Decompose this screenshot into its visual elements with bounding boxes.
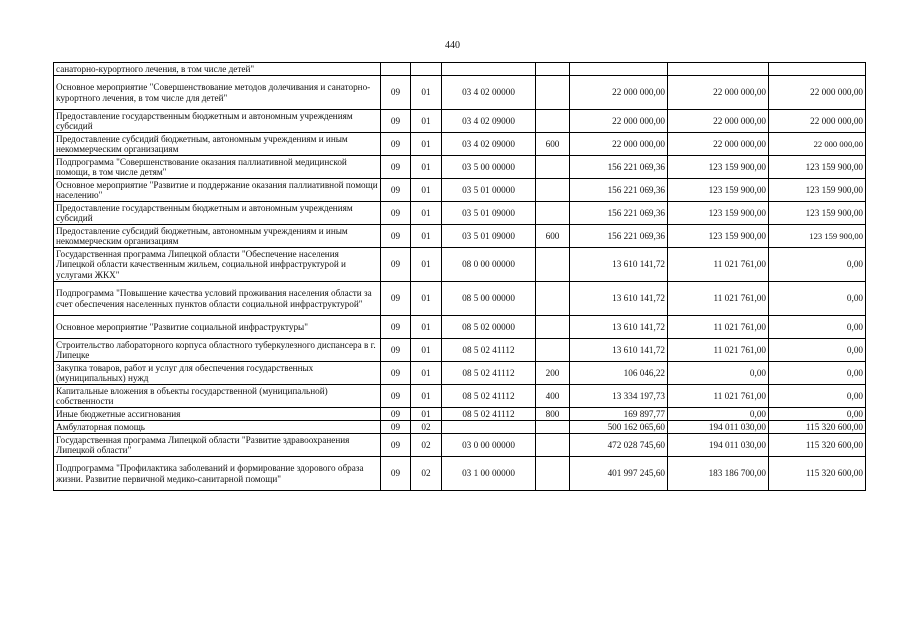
target-article-cell: 08 5 00 00000	[442, 282, 536, 316]
section-code-cell: 09	[381, 316, 411, 339]
section-code-cell: 09	[381, 225, 411, 248]
subsection-code-cell: 01	[411, 316, 442, 339]
subsection-code-cell: 01	[411, 179, 442, 202]
subsection-code-cell: 01	[411, 408, 442, 421]
row-name-cell: Предоставление государственным бюджетным и автономным учреждениям субсидий	[54, 110, 381, 133]
row-name-cell: Предоставление государственным бюджетным и автономным учреждениям субсидий	[54, 202, 381, 225]
row-name-cell: Предоставление субсидий бюджетным, автономным учреждениям и иным некоммерческим организациям	[54, 225, 381, 248]
amount-year2-cell: 11 021 761,00	[668, 248, 769, 282]
row-name-cell: Государственная программа Липецкой области "Обеспечение населения Липецкой области качественным жильем, социальной инфраструктурой и услугами ЖКХ"	[54, 248, 381, 282]
expense-type-cell	[536, 316, 570, 339]
budget-table	[53, 62, 866, 491]
amount-year2-cell: 123 159 900,00	[668, 225, 769, 248]
target-article-cell: 08 5 02 00000	[442, 316, 536, 339]
row-name-cell: Основное мероприятие "Развитие социальной инфраструктуры"	[54, 316, 381, 339]
expense-type-cell	[536, 282, 570, 316]
expense-type-cell: 600	[536, 225, 570, 248]
section-code-cell: 09	[381, 133, 411, 156]
expense-type-cell	[536, 457, 570, 491]
expense-type-cell	[536, 63, 570, 76]
table-row	[54, 156, 866, 179]
subsection-code-cell: 01	[411, 133, 442, 156]
table-row	[54, 63, 866, 76]
target-article-cell: 03 5 01 09000	[442, 225, 536, 248]
section-code-cell: 09	[381, 110, 411, 133]
table-row	[54, 316, 866, 339]
row-name-cell: санаторно-курортного лечения, в том числе детей"	[54, 63, 381, 76]
table-row	[54, 110, 866, 133]
subsection-code-cell: 01	[411, 248, 442, 282]
amount-year3-cell: 123 159 900,00	[769, 202, 866, 225]
amount-year1-cell: 13 610 141,72	[570, 282, 668, 316]
amount-year1-cell: 13 610 141,72	[570, 248, 668, 282]
amount-year1-cell: 22 000 000,00	[570, 110, 668, 133]
amount-year3-cell: 0,00	[769, 282, 866, 316]
target-article-cell: 08 0 00 00000	[442, 248, 536, 282]
subsection-code-cell: 02	[411, 421, 442, 434]
amount-year2-cell	[668, 63, 769, 76]
target-article-cell: 03 4 02 09000	[442, 133, 536, 156]
amount-year2-cell: 123 159 900,00	[668, 202, 769, 225]
row-name-cell: Подпрограмма "Повышение качества условий проживания населения области за счет обеспечения населенных пунктов области социальной инфраструктурой"	[54, 282, 381, 316]
amount-year3-cell: 115 320 600,00	[769, 434, 866, 457]
amount-year3-cell: 123 159 900,00	[769, 156, 866, 179]
amount-year2-cell: 22 000 000,00	[668, 110, 769, 133]
section-code-cell: 09	[381, 156, 411, 179]
table-row	[54, 362, 866, 385]
section-code-cell: 09	[381, 421, 411, 434]
amount-year2-cell: 183 186 700,00	[668, 457, 769, 491]
amount-year2-cell: 0,00	[668, 408, 769, 421]
target-article-cell: 03 0 00 00000	[442, 434, 536, 457]
amount-year2-cell: 22 000 000,00	[668, 76, 769, 110]
amount-year1-cell: 106 046,22	[570, 362, 668, 385]
target-article-cell: 08 5 02 41112	[442, 408, 536, 421]
amount-year3-cell: 22 000 000,00	[769, 133, 866, 156]
amount-year1-cell: 13 334 197,73	[570, 385, 668, 408]
page-number: 440	[445, 40, 460, 51]
amount-year2-cell: 123 159 900,00	[668, 156, 769, 179]
table-row	[54, 282, 866, 316]
target-article-cell: 03 5 01 00000	[442, 179, 536, 202]
amount-year3-cell	[769, 63, 866, 76]
amount-year3-cell: 22 000 000,00	[769, 76, 866, 110]
row-name-cell: Закупка товаров, работ и услуг для обеспечения государственных (муниципальных) нужд	[54, 362, 381, 385]
target-article-cell: 08 5 02 41112	[442, 339, 536, 362]
target-article-cell	[442, 421, 536, 434]
row-name-cell: Амбулаторная помощь	[54, 421, 381, 434]
amount-year1-cell: 22 000 000,00	[570, 76, 668, 110]
subsection-code-cell: 01	[411, 282, 442, 316]
amount-year2-cell: 194 011 030,00	[668, 434, 769, 457]
amount-year1-cell: 156 221 069,36	[570, 179, 668, 202]
amount-year3-cell: 0,00	[769, 248, 866, 282]
row-name-cell: Основное мероприятие "Развитие и поддержание оказания паллиативной помощи населению"	[54, 179, 381, 202]
expense-type-cell	[536, 421, 570, 434]
table-row	[54, 385, 866, 408]
subsection-code-cell: 02	[411, 434, 442, 457]
subsection-code-cell: 01	[411, 339, 442, 362]
row-name-cell: Строительство лабораторного корпуса областного туберкулезного диспансера в г. Липецке	[54, 339, 381, 362]
subsection-code-cell: 01	[411, 362, 442, 385]
expense-type-cell	[536, 339, 570, 362]
expense-type-cell	[536, 202, 570, 225]
amount-year2-cell: 11 021 761,00	[668, 282, 769, 316]
amount-year1-cell: 156 221 069,36	[570, 202, 668, 225]
subsection-code-cell: 02	[411, 457, 442, 491]
table-row	[54, 76, 866, 110]
target-article-cell: 03 5 00 00000	[442, 156, 536, 179]
amount-year3-cell: 0,00	[769, 408, 866, 421]
table-row	[54, 408, 866, 421]
expense-type-cell	[536, 248, 570, 282]
section-code-cell: 09	[381, 408, 411, 421]
amount-year3-cell: 0,00	[769, 385, 866, 408]
target-article-cell: 08 5 02 41112	[442, 385, 536, 408]
expense-type-cell	[536, 179, 570, 202]
table-row	[54, 421, 866, 434]
section-code-cell: 09	[381, 202, 411, 225]
amount-year1-cell: 13 610 141,72	[570, 339, 668, 362]
amount-year3-cell: 123 159 900,00	[769, 225, 866, 248]
amount-year1-cell: 472 028 745,60	[570, 434, 668, 457]
target-article-cell: 03 5 01 09000	[442, 202, 536, 225]
section-code-cell: 09	[381, 282, 411, 316]
amount-year2-cell: 22 000 000,00	[668, 133, 769, 156]
amount-year3-cell: 123 159 900,00	[769, 179, 866, 202]
amount-year3-cell: 0,00	[769, 339, 866, 362]
section-code-cell: 09	[381, 248, 411, 282]
amount-year2-cell: 11 021 761,00	[668, 385, 769, 408]
row-name-cell: Основное мероприятие "Совершенствование методов долечивания и санаторно-курортного лечения, в том числе для детей"	[54, 76, 381, 110]
amount-year3-cell: 115 320 600,00	[769, 457, 866, 491]
amount-year3-cell: 0,00	[769, 362, 866, 385]
amount-year1-cell: 22 000 000,00	[570, 133, 668, 156]
section-code-cell: 09	[381, 339, 411, 362]
amount-year1-cell: 500 162 065,60	[570, 421, 668, 434]
expense-type-cell: 600	[536, 133, 570, 156]
subsection-code-cell: 01	[411, 225, 442, 248]
row-name-cell: Предоставление субсидий бюджетным, автономным учреждениям и иным некоммерческим организациям	[54, 133, 381, 156]
expense-type-cell: 800	[536, 408, 570, 421]
amount-year2-cell: 11 021 761,00	[668, 316, 769, 339]
amount-year3-cell: 22 000 000,00	[769, 110, 866, 133]
subsection-code-cell: 01	[411, 110, 442, 133]
subsection-code-cell: 01	[411, 156, 442, 179]
section-code-cell: 09	[381, 179, 411, 202]
section-code-cell	[381, 63, 411, 76]
section-code-cell: 09	[381, 434, 411, 457]
table-row	[54, 339, 866, 362]
section-code-cell: 09	[381, 385, 411, 408]
row-name-cell: Государственная программа Липецкой области "Развитие здравоохранения Липецкой области"	[54, 434, 381, 457]
table-row	[54, 225, 866, 248]
table-row	[54, 202, 866, 225]
row-name-cell: Капитальные вложения в объекты государственной (муниципальной) собственности	[54, 385, 381, 408]
amount-year2-cell: 194 011 030,00	[668, 421, 769, 434]
amount-year2-cell: 123 159 900,00	[668, 179, 769, 202]
amount-year1-cell: 156 221 069,36	[570, 156, 668, 179]
subsection-code-cell: 01	[411, 76, 442, 110]
amount-year1-cell: 401 997 245,60	[570, 457, 668, 491]
amount-year1-cell: 169 897,77	[570, 408, 668, 421]
table-row	[54, 133, 866, 156]
row-name-cell: Подпрограмма "Профилактика заболеваний и формирование здорового образа жизни. Развитие первичной медико-санитарной помощи"	[54, 457, 381, 491]
amount-year1-cell: 156 221 069,36	[570, 225, 668, 248]
amount-year1-cell: 13 610 141,72	[570, 316, 668, 339]
expense-type-cell	[536, 156, 570, 179]
expense-type-cell: 400	[536, 385, 570, 408]
amount-year3-cell: 0,00	[769, 316, 866, 339]
target-article-cell	[442, 63, 536, 76]
subsection-code-cell: 01	[411, 202, 442, 225]
amount-year2-cell: 0,00	[668, 362, 769, 385]
table-row	[54, 434, 866, 457]
target-article-cell: 03 4 02 00000	[442, 76, 536, 110]
table-row	[54, 457, 866, 491]
section-code-cell: 09	[381, 457, 411, 491]
expense-type-cell: 200	[536, 362, 570, 385]
expense-type-cell	[536, 76, 570, 110]
section-code-cell: 09	[381, 76, 411, 110]
amount-year2-cell: 11 021 761,00	[668, 339, 769, 362]
table-row	[54, 248, 866, 282]
expense-type-cell	[536, 434, 570, 457]
table-row	[54, 179, 866, 202]
subsection-code-cell	[411, 63, 442, 76]
target-article-cell: 08 5 02 41112	[442, 362, 536, 385]
subsection-code-cell: 01	[411, 385, 442, 408]
row-name-cell: Иные бюджетные ассигнования	[54, 408, 381, 421]
target-article-cell: 03 4 02 09000	[442, 110, 536, 133]
section-code-cell: 09	[381, 362, 411, 385]
expense-type-cell	[536, 110, 570, 133]
target-article-cell: 03 1 00 00000	[442, 457, 536, 491]
amount-year3-cell: 115 320 600,00	[769, 421, 866, 434]
row-name-cell: Подпрограмма "Совершенствование оказания паллиативной медицинской помощи, в том числе детям"	[54, 156, 381, 179]
amount-year1-cell	[570, 63, 668, 76]
